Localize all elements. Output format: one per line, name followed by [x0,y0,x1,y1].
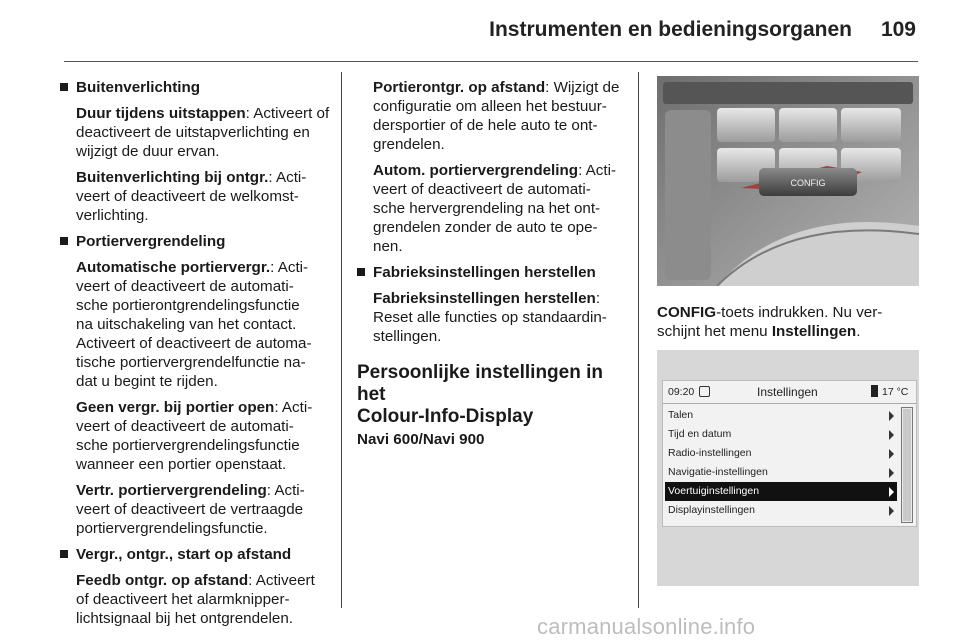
text: Activeert of deactiveert de automa- [76,335,312,352]
photo-caption [657,303,927,348]
term: Instellingen [771,323,857,340]
page-header [0,0,960,64]
text: : Acti- [266,482,305,499]
text: grendelen zonder de auto te ope- [373,219,598,236]
screen-scrollbar[interactable] [901,407,913,523]
text: veert of deactiveert de vertraagde [76,501,304,518]
text: veert of deactiveert de automati- [373,181,591,198]
console-illustration [657,76,919,286]
term: Fabrieksinstellingen herstellen [373,290,596,307]
text: grendelen. [373,136,445,153]
top-strip [663,82,913,104]
text: lichtsignaal bij het ontgrendelen. [76,610,293,627]
text: of deactiveert het alarmknipper- [76,591,290,608]
term: Autom. portiervergrendeling [373,162,579,179]
menu-item-radio[interactable] [665,444,897,463]
menu-item-label: Displayinstellingen [668,504,755,516]
menu-item-label: Tijd en datum [668,428,732,440]
chevron-right-icon [889,468,894,478]
text: dersportier of de hele auto te ont- [373,117,598,134]
settings-screen [662,380,917,527]
menu-item-talen[interactable] [665,406,897,425]
text: schijnt het menu [657,323,772,340]
bullet-portiervergrendeling: Portiervergrendeling [60,232,336,251]
text: : Wijzigt de [545,79,620,96]
screen-header [663,381,916,404]
term: Feedb ontgr. op afstand [76,572,249,589]
screen-title: Instellingen [757,385,818,399]
paragraph-buitenverlichting-ontgr [60,168,336,225]
text: configuratie om alleen het bestuur- [373,98,607,115]
text: Reset alle functies op standaardin- [373,309,607,326]
text: sche portiervergrendelingsfunctie [76,437,300,454]
chevron-right-icon [889,449,894,459]
menu-item-voertuig[interactable] [665,482,897,501]
text: wanneer een portier openstaat. [76,456,287,473]
text: Persoonlijke instellingen in het [357,362,603,405]
chevron-right-icon [889,430,894,440]
paragraph-portierontgr-afstand [357,78,633,154]
screen-time: 09:20 [668,386,695,398]
text: : Acti- [274,399,313,416]
section-title [357,362,633,428]
text: verlichting. [76,207,149,224]
term: CONFIG [657,304,717,321]
column-2 [357,78,633,449]
button-2 [779,108,837,142]
paragraph-fabrieksinstellingen [357,289,633,346]
text: sche hervergrendeling na het ont- [373,200,601,217]
chevron-right-icon [889,411,894,421]
column-1 [60,78,336,635]
paragraph-feedb-ontgr [60,571,336,628]
text: veert of deactiveert de welkomst- [76,188,299,205]
clock-icon [699,386,710,397]
text: veert of deactiveert de automati- [76,418,294,435]
paragraph-automatische-portiervergr [60,258,336,391]
text: portiervergrendelingsfunctie. [76,520,268,537]
header-title: Instrumenten en bedieningsorganen [489,18,852,41]
left-panel [665,110,711,280]
text: : Acti- [578,162,617,179]
term: Geen vergr. bij portier open [76,399,275,416]
menu-item-label: Talen [668,409,694,421]
paragraph-geen-vergr [60,398,336,474]
caption-paragraph [657,303,927,341]
text: Colour-Info-Display [357,406,534,427]
thermometer-icon [871,385,878,397]
term: Automatische portiervergr. [76,259,271,276]
bullet-buitenverlichting: Buitenverlichting [60,78,336,97]
paragraph-autom-portiervergrendeling [357,161,633,256]
text: na uitschakeling van het contact. [76,316,297,333]
paragraph-vertr-portiervergrendeling [60,481,336,538]
menu-item-display[interactable] [665,501,897,520]
scrollbar-thumb[interactable] [903,409,911,521]
menu-item-label: Voertuiginstellingen [668,485,760,497]
chevron-right-icon [889,487,894,497]
text: . [856,323,861,340]
text: wijzigt de duur ervan. [76,143,220,160]
term: Vertr. portiervergrendeling [76,482,267,499]
text: dat u begint te rijden. [76,373,218,390]
column-divider-2 [638,72,639,608]
chevron-right-icon [889,506,894,516]
menu-item-tijd-datum[interactable] [665,425,897,444]
text: : Activeert of [245,105,330,122]
button-1 [717,108,775,142]
bullet-fabrieksinstellingen: Fabrieksinstellingen herstellen [357,263,633,282]
text: deactiveert de uitstapverlichting en [76,124,310,141]
text: sche portierontgrendelingsfunctie [76,297,300,314]
text: -toets indrukken. Nu ver- [716,304,883,321]
term: Duur tijdens uitstappen [76,105,246,122]
screen-temperature: 17 °C [882,386,909,398]
text: : Acti- [268,169,307,186]
bullet-vergr-ontgr-afstand: Vergr., ontgr., start op afstand [60,545,336,564]
text: veert of deactiveert de automati- [76,278,294,295]
config-button-label: CONFIG [790,178,826,188]
text: nen. [373,238,403,255]
watermark: carmanualsonline.info [537,614,756,639]
text: : Activeert [248,572,315,589]
text: : [595,290,601,307]
paragraph-duur-uitstappen [60,104,336,161]
section-subtitle: Navi 600/Navi 900 [357,431,485,448]
header-rule [64,61,918,62]
button-3 [841,108,901,142]
column-divider-1 [341,72,342,608]
text: : Acti- [270,259,309,276]
menu-item-navigatie[interactable] [665,463,897,482]
term: Buitenverlichting bij ontgr. [76,169,269,186]
settings-menu-list [665,406,897,520]
menu-item-label: Radio-instellingen [668,447,752,459]
menu-item-label: Navigatie-instellingen [668,466,768,478]
term: Portierontgr. op afstand [373,79,546,96]
page-number: 109 [880,18,916,41]
text: stellingen. [373,328,442,345]
config-button-photo [657,76,919,286]
text: tische portiervergrendelfunctie na- [76,354,306,371]
